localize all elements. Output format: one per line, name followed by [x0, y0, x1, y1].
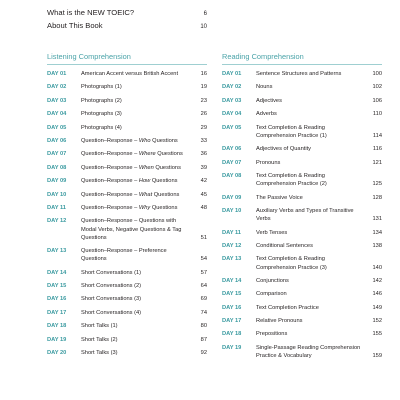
day-label: DAY 18	[222, 331, 242, 338]
day-label: DAY 20	[47, 350, 67, 357]
day-label: DAY 18	[47, 323, 67, 330]
day-label: DAY 13	[222, 256, 242, 263]
day-label: DAY 10	[222, 207, 242, 214]
entry-title: Photographs (2)	[81, 97, 122, 104]
page-number: 159	[372, 353, 382, 360]
page-number: 138	[372, 242, 382, 249]
toc-entry	[222, 124, 382, 140]
section-divider	[47, 64, 207, 65]
toc-entry	[47, 322, 207, 330]
question-word: What	[138, 191, 153, 198]
toc-entry	[47, 349, 207, 357]
entry-title: Adjectives	[256, 97, 282, 104]
entry-title: Pronouns	[256, 159, 281, 166]
page-number: 39	[200, 164, 207, 171]
intro-entry	[47, 20, 207, 33]
entry-title: Relative Pronouns	[256, 318, 303, 325]
page-number: 54	[200, 256, 207, 263]
entry-title: Verb Tenses	[256, 229, 288, 236]
toc-entry	[222, 97, 382, 105]
page-number: 48	[200, 204, 207, 211]
page-number: 102	[372, 84, 382, 91]
day-label: DAY 09	[222, 194, 242, 201]
entry-title: Sentence Structures and Patterns	[256, 71, 342, 77]
toc-entry	[222, 344, 382, 360]
page-number: 116	[372, 146, 382, 153]
toc-entry	[47, 110, 207, 118]
toc-entry	[47, 164, 207, 172]
toc-entry	[222, 255, 382, 271]
toc-entry	[47, 191, 207, 199]
page-number: 128	[372, 194, 382, 201]
intro-page: 6	[203, 11, 207, 17]
page-number: 42	[200, 178, 207, 185]
page-number: 121	[372, 159, 382, 166]
page-number: 131	[372, 216, 382, 223]
day-label: DAY 07	[47, 151, 67, 158]
day-label: DAY 12	[47, 218, 67, 225]
day-label: DAY 08	[222, 172, 242, 179]
toc-entry	[222, 110, 382, 118]
entry-title: Photographs (3)	[81, 111, 122, 118]
toc-entry	[222, 330, 382, 338]
day-label: DAY 07	[222, 159, 242, 166]
toc-entry	[222, 145, 382, 153]
entry-title: Short Conversations (4)	[81, 309, 142, 316]
question-word: Where	[138, 151, 156, 158]
day-label: DAY 19	[222, 344, 242, 351]
day-label: DAY 17	[47, 309, 67, 316]
entry-title: Photographs (4)	[81, 124, 122, 131]
entry-title: Question–Response – Questions with Modal Verbs, Negative Questions & Tag Questions	[81, 218, 182, 241]
entry-title: Question–Response – Who Questions	[81, 137, 178, 144]
day-label: DAY 08	[47, 164, 67, 171]
day-label: DAY 06	[222, 146, 242, 153]
day-label: DAY 12	[222, 242, 242, 249]
day-label: DAY 04	[47, 111, 67, 118]
entry-title: Short Talks (1)	[81, 323, 118, 330]
day-label: DAY 02	[47, 84, 67, 91]
question-word: How	[138, 178, 151, 185]
page-number: 114	[372, 132, 382, 139]
toc-entry	[47, 150, 207, 158]
day-label: DAY 06	[47, 137, 67, 144]
day-label: DAY 11	[47, 204, 66, 211]
entry-title: Conditional Sentences	[256, 242, 313, 249]
day-label: DAY 14	[222, 277, 242, 284]
toc-entry	[47, 282, 207, 290]
toc-entry	[222, 304, 382, 312]
day-label: DAY 10	[47, 191, 67, 198]
toc-entry	[222, 229, 382, 237]
entry-title: Short Talks (3)	[81, 350, 118, 357]
day-label: DAY 04	[222, 111, 242, 118]
toc-entry	[47, 269, 207, 277]
entry-title: Conjunctions	[256, 277, 289, 284]
entry-title: Text Completion & Reading Comprehension Practice (2)	[256, 172, 327, 188]
reading-column	[222, 52, 382, 365]
toc-entry	[47, 247, 207, 263]
page-number: 146	[372, 291, 382, 298]
toc-entry	[47, 309, 207, 317]
entry-title: Question–Response – When Questions	[81, 164, 181, 171]
toc-entry	[47, 336, 207, 344]
toc-entry	[47, 97, 207, 105]
day-label: DAY 03	[222, 97, 242, 104]
page-number: 92	[200, 350, 207, 357]
day-label: DAY 16	[222, 304, 242, 311]
entry-title: Adverbs	[256, 111, 277, 118]
toc-entry	[47, 217, 207, 242]
day-label: DAY 17	[222, 318, 242, 325]
entry-title: Single-Passage Reading Comprehension Practice & Vocabulary	[256, 344, 361, 360]
day-label: DAY 16	[47, 296, 67, 303]
entry-title: Adjectives of Quantity	[256, 146, 312, 153]
day-label: DAY 05	[222, 124, 242, 131]
page-number: 19	[200, 84, 207, 91]
page-number: 26	[200, 111, 207, 118]
section-heading: Listening Comprehension	[47, 52, 131, 61]
entry-list	[47, 70, 207, 357]
toc-entry	[47, 124, 207, 132]
day-label: DAY 11	[222, 229, 241, 236]
entry-title: Short Conversations (2)	[81, 283, 142, 290]
intro-title: What is the NEW TOEIC?	[47, 8, 135, 17]
day-label: DAY 03	[47, 97, 67, 104]
toc-entry	[222, 70, 382, 78]
question-word: When	[138, 164, 154, 171]
entry-title: Auxiliary Verbs and Types of Transitive Verbs	[256, 207, 354, 223]
intro-section	[47, 7, 207, 33]
page-number: 51	[200, 234, 207, 241]
entry-title: Prepositions	[256, 331, 288, 338]
day-label: DAY 09	[47, 178, 67, 185]
day-label: DAY 13	[47, 248, 67, 255]
toc-entry	[222, 290, 382, 298]
entry-title: Short Talks (2)	[81, 336, 118, 343]
toc-entry	[47, 295, 207, 303]
page-number: 152	[372, 318, 382, 325]
toc-entry	[47, 177, 207, 185]
day-label: DAY 05	[47, 124, 67, 131]
toc-entry	[47, 204, 207, 212]
page-number: 142	[372, 277, 382, 284]
entry-title: Question–Response – How Questions	[81, 178, 178, 185]
toc-entry	[222, 172, 382, 188]
question-word: Who	[138, 137, 151, 144]
page-number: 69	[200, 296, 207, 303]
entry-title: Photographs (1)	[81, 84, 122, 91]
entry-title: Text Completion & Reading Comprehension Practice (1)	[256, 124, 327, 139]
toc-entry	[222, 194, 382, 202]
page-number: 36	[200, 151, 207, 158]
page-number: 155	[372, 331, 382, 338]
entry-title: American Accent versus British Accent	[81, 71, 179, 77]
entry-title: Question–Response – Preference Questions	[81, 248, 167, 263]
page-number: 110	[372, 111, 382, 118]
page-number: 33	[200, 137, 207, 144]
page-number: 140	[372, 264, 382, 271]
toc-entry	[222, 277, 382, 285]
day-label: DAY 15	[222, 291, 242, 298]
day-label: DAY 01	[222, 71, 242, 77]
entry-title: The Passive Voice	[256, 194, 303, 201]
entry-list	[222, 70, 382, 360]
listening-column	[47, 52, 207, 362]
day-label: DAY 14	[47, 269, 67, 276]
section-divider	[222, 64, 382, 65]
toc-entry	[222, 242, 382, 250]
entry-title: Question–Response – Why Questions	[81, 204, 178, 211]
entry-title: Comparison	[256, 291, 287, 298]
entry-title: Text Completion & Reading Comprehension Practice (3)	[256, 256, 327, 271]
toc-entry	[222, 317, 382, 325]
page-number: 16	[200, 71, 207, 77]
page-number: 106	[372, 97, 382, 104]
intro-title: About This Book	[47, 21, 103, 30]
intro-page: 10	[200, 24, 207, 30]
entry-title: Short Conversations (3)	[81, 296, 142, 303]
day-label: DAY 19	[47, 336, 67, 343]
toc-entry	[47, 137, 207, 145]
page-number: 57	[200, 269, 207, 276]
page-number: 134	[372, 229, 382, 236]
toc-entry	[222, 207, 382, 223]
page-number: 149	[372, 304, 382, 311]
page-number: 23	[200, 97, 207, 104]
page-number: 29	[200, 124, 207, 131]
page-number: 45	[200, 191, 207, 198]
entry-title: Text Completion Practice	[256, 304, 319, 311]
day-label: DAY 02	[222, 84, 242, 91]
question-word: Why	[138, 204, 151, 211]
toc-entry	[222, 159, 382, 167]
page-number: 74	[200, 309, 207, 316]
page-number: 64	[200, 283, 207, 290]
toc-entry	[47, 70, 207, 78]
page-number: 87	[200, 336, 207, 343]
intro-entry	[47, 7, 207, 20]
page-number: 100	[372, 71, 382, 77]
page-number: 80	[200, 323, 207, 330]
entry-title: Question–Response – Where Questions	[81, 151, 183, 158]
entry-title: Nouns	[256, 84, 273, 91]
entry-title: Short Conversations (1)	[81, 269, 142, 276]
section-heading: Reading Comprehension	[222, 52, 304, 61]
day-label: DAY 15	[47, 283, 67, 290]
page-number: 125	[372, 181, 382, 188]
entry-title: Question–Response – What Questions	[81, 191, 180, 198]
toc-entry	[47, 83, 207, 91]
toc-entry	[222, 83, 382, 91]
day-label: DAY 01	[47, 71, 67, 77]
